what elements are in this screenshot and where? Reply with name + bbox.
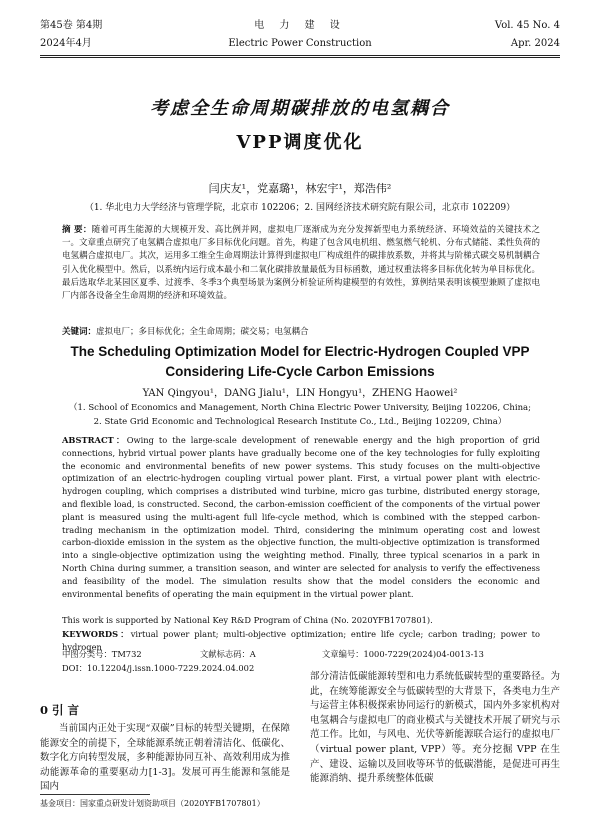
funding-en: This work is supported by National Key R&D Program of China (No. 2020YFB1707801). bbox=[62, 615, 433, 625]
article-number: 文章编号：1000-7229(2024)04-0013-13 bbox=[322, 649, 484, 659]
abstract-en-text: Owing to the large-scale development of renewable energy and the high proportion of grid connections, hybrid virtual power plants have gradually become one of the key technologies for fully exploiting the economic and environmental benefits of new power systems. This study focuses on the multi-objective optimization of an electric-hydrogen coupling virtual power plant. First, a virtual power plant with electric-hydrogen coupling, which comprises a distributed wind turbine, micro gas turbine, distributed energy storage, and flexible load, is constructed. Second, the carbon-emission coefficient of the components of the virtual power plant is measured using the multi-agent full life-cycle method, which is combined with the stepped carbon-trading mechanism in the optimization model. Third, considering the minimum operating cost and lowest carbon-dioxide emission in the system as the objective function, the multi-objective optimization is transformed into a single-objective optimization using the weighting method. Finally, three typical scenarios in a park in North China during summer, a transition season, and winter are selected for analysis to verify the effectiveness and feasibility of the model. The simulation results show that the model considers the economic and environmental benefits of operating the main equipment in the virtual power plant. bbox=[62, 435, 540, 599]
title-cn-line1: 考虑全生命周期碳排放的电氢耦合 bbox=[150, 98, 450, 119]
title-en-line1: The Scheduling Optimization Model for Electric-Hydrogen Coupled VPP bbox=[70, 344, 530, 359]
affiliation-en-line2: 2. State Grid Economic and Technological Research Institute Co., Ltd., Beijing 102209, China） bbox=[93, 417, 507, 427]
abstract-cn bbox=[62, 224, 540, 303]
clc-number: 中图分类号：TM732 bbox=[62, 649, 142, 659]
keywords-en-text: virtual power plant; multi-objective optimization; entire life cycle; carbon trading; power to hydrogen bbox=[62, 629, 540, 652]
journal-name-cn: 电 力 建 设 bbox=[254, 20, 346, 31]
journal-date-cn: 2024年4月 bbox=[40, 38, 92, 49]
authors-en: YAN Qingyou¹，DANG Jialu¹，LIN Hongyu¹，ZHENG Haowei² bbox=[142, 388, 458, 399]
journal-date-en: Apr. 2024 bbox=[510, 38, 560, 49]
journal-volume-issue: 第45卷 第4期 bbox=[40, 20, 103, 31]
affiliation-cn: （1. 华北电力大学经济与管理学院，北京市 102206；2. 国网经济技术研究院有限公司，北京市 102209） bbox=[84, 203, 516, 213]
document-code: 文献标志码：A bbox=[200, 649, 256, 659]
abstract-en-label: ABSTRACT： bbox=[62, 435, 127, 445]
journal-name-en: Electric Power Construction bbox=[228, 38, 372, 49]
header-rule-double bbox=[40, 57, 560, 58]
authors-cn: 闫庆友¹，党嘉璐¹，林宏宇¹，郑浩伟² bbox=[208, 182, 392, 195]
section-heading: 0 引 言 bbox=[40, 703, 80, 717]
abstract-en bbox=[62, 434, 540, 600]
body-right-column: 部分清洁低碳能源转型和电力系统低碳转型的重要路径。为此，在统筹能源安全与低碳转型的大背景下，各类电力生产与运营主体积极探索协同运行的新模式，国内外多家机构对电氢耦合与虚拟电厂的商业模式与关键技术开展了研究与示范工作。比如，与风电、光伏等新能源联合运行的虚拟电厂（virtual power plant, VPP）等。充分挖掘 VPP 在生产、建设、运输以及回收等环节的低碳潜能，是促进可再生能源消纳、提升系统整体低碳 bbox=[310, 671, 560, 785]
affiliation-en-line1: （1. School of Economics and Management, North China Electric Power University, Beijing 102206, China; bbox=[69, 403, 531, 413]
body-left-column: 当前国内正处于实现“双碳”目标的转型关键期，在保障能源安全的前提下，全球能源系统正朝着清洁化、低碳化、数字化方向转型发展，多种能源协同互补、高效利用成为推动能源革命的重要驱动力[1-3]。发展可再生能源和氢能是国内 bbox=[40, 723, 290, 793]
footnote-funding: 基金项目：国家重点研发计划资助项目（2020YFB1707801） bbox=[40, 799, 265, 808]
footnote-rule bbox=[40, 794, 150, 795]
doi: DOI：10.12204/j.issn.1000-7229.2024.04.002 bbox=[62, 663, 255, 673]
keywords-cn-label: 关键词： bbox=[62, 327, 97, 337]
abstract-cn-text: 随着可再生能源的大规模开发、高比例并网，虚拟电厂逐渐成为充分发挥新型电力系统经济、环境效益的关键技术之一。文章重点研究了电氢耦合虚拟电厂多目标优化问题。首先，构建了包含风电机组、燃氢燃气轮机、分布式储能、柔性负荷的电氢耦合虚拟电厂。其次，运用多工维全生命周期法计算得到虚拟电厂构成组件的碳排放系数，并将其与阶梯式碳交易机制耦合引入优化模型中。然后，以系统内运行成本最小和二氧化碳排放量最低为目标函数，通过权重法将多目标优化转为单目标优化。最后选取华北某园区夏季、过渡季、冬季3个典型场景为案例分析验证所构建模型的有效性，算例结果表明该模型兼顾了虚拟电厂内部各设备全生命周期的经济和环境效益。 bbox=[62, 225, 540, 302]
keywords-en-label: KEYWORDS： bbox=[62, 629, 131, 639]
keywords-cn bbox=[62, 326, 540, 339]
header-rule bbox=[40, 55, 560, 56]
title-cn-line2: VPP调度优化 bbox=[236, 132, 364, 153]
journal-volume-en: Vol. 45 No. 4 bbox=[494, 20, 560, 31]
keywords-cn-text: 虚拟电厂；多目标优化；全生命周期；碳交易；电氢耦合 bbox=[96, 327, 309, 337]
abstract-cn-label: 摘 要： bbox=[62, 225, 92, 235]
title-en-line2: Considering Life-Cycle Carbon Emissions bbox=[165, 364, 435, 379]
